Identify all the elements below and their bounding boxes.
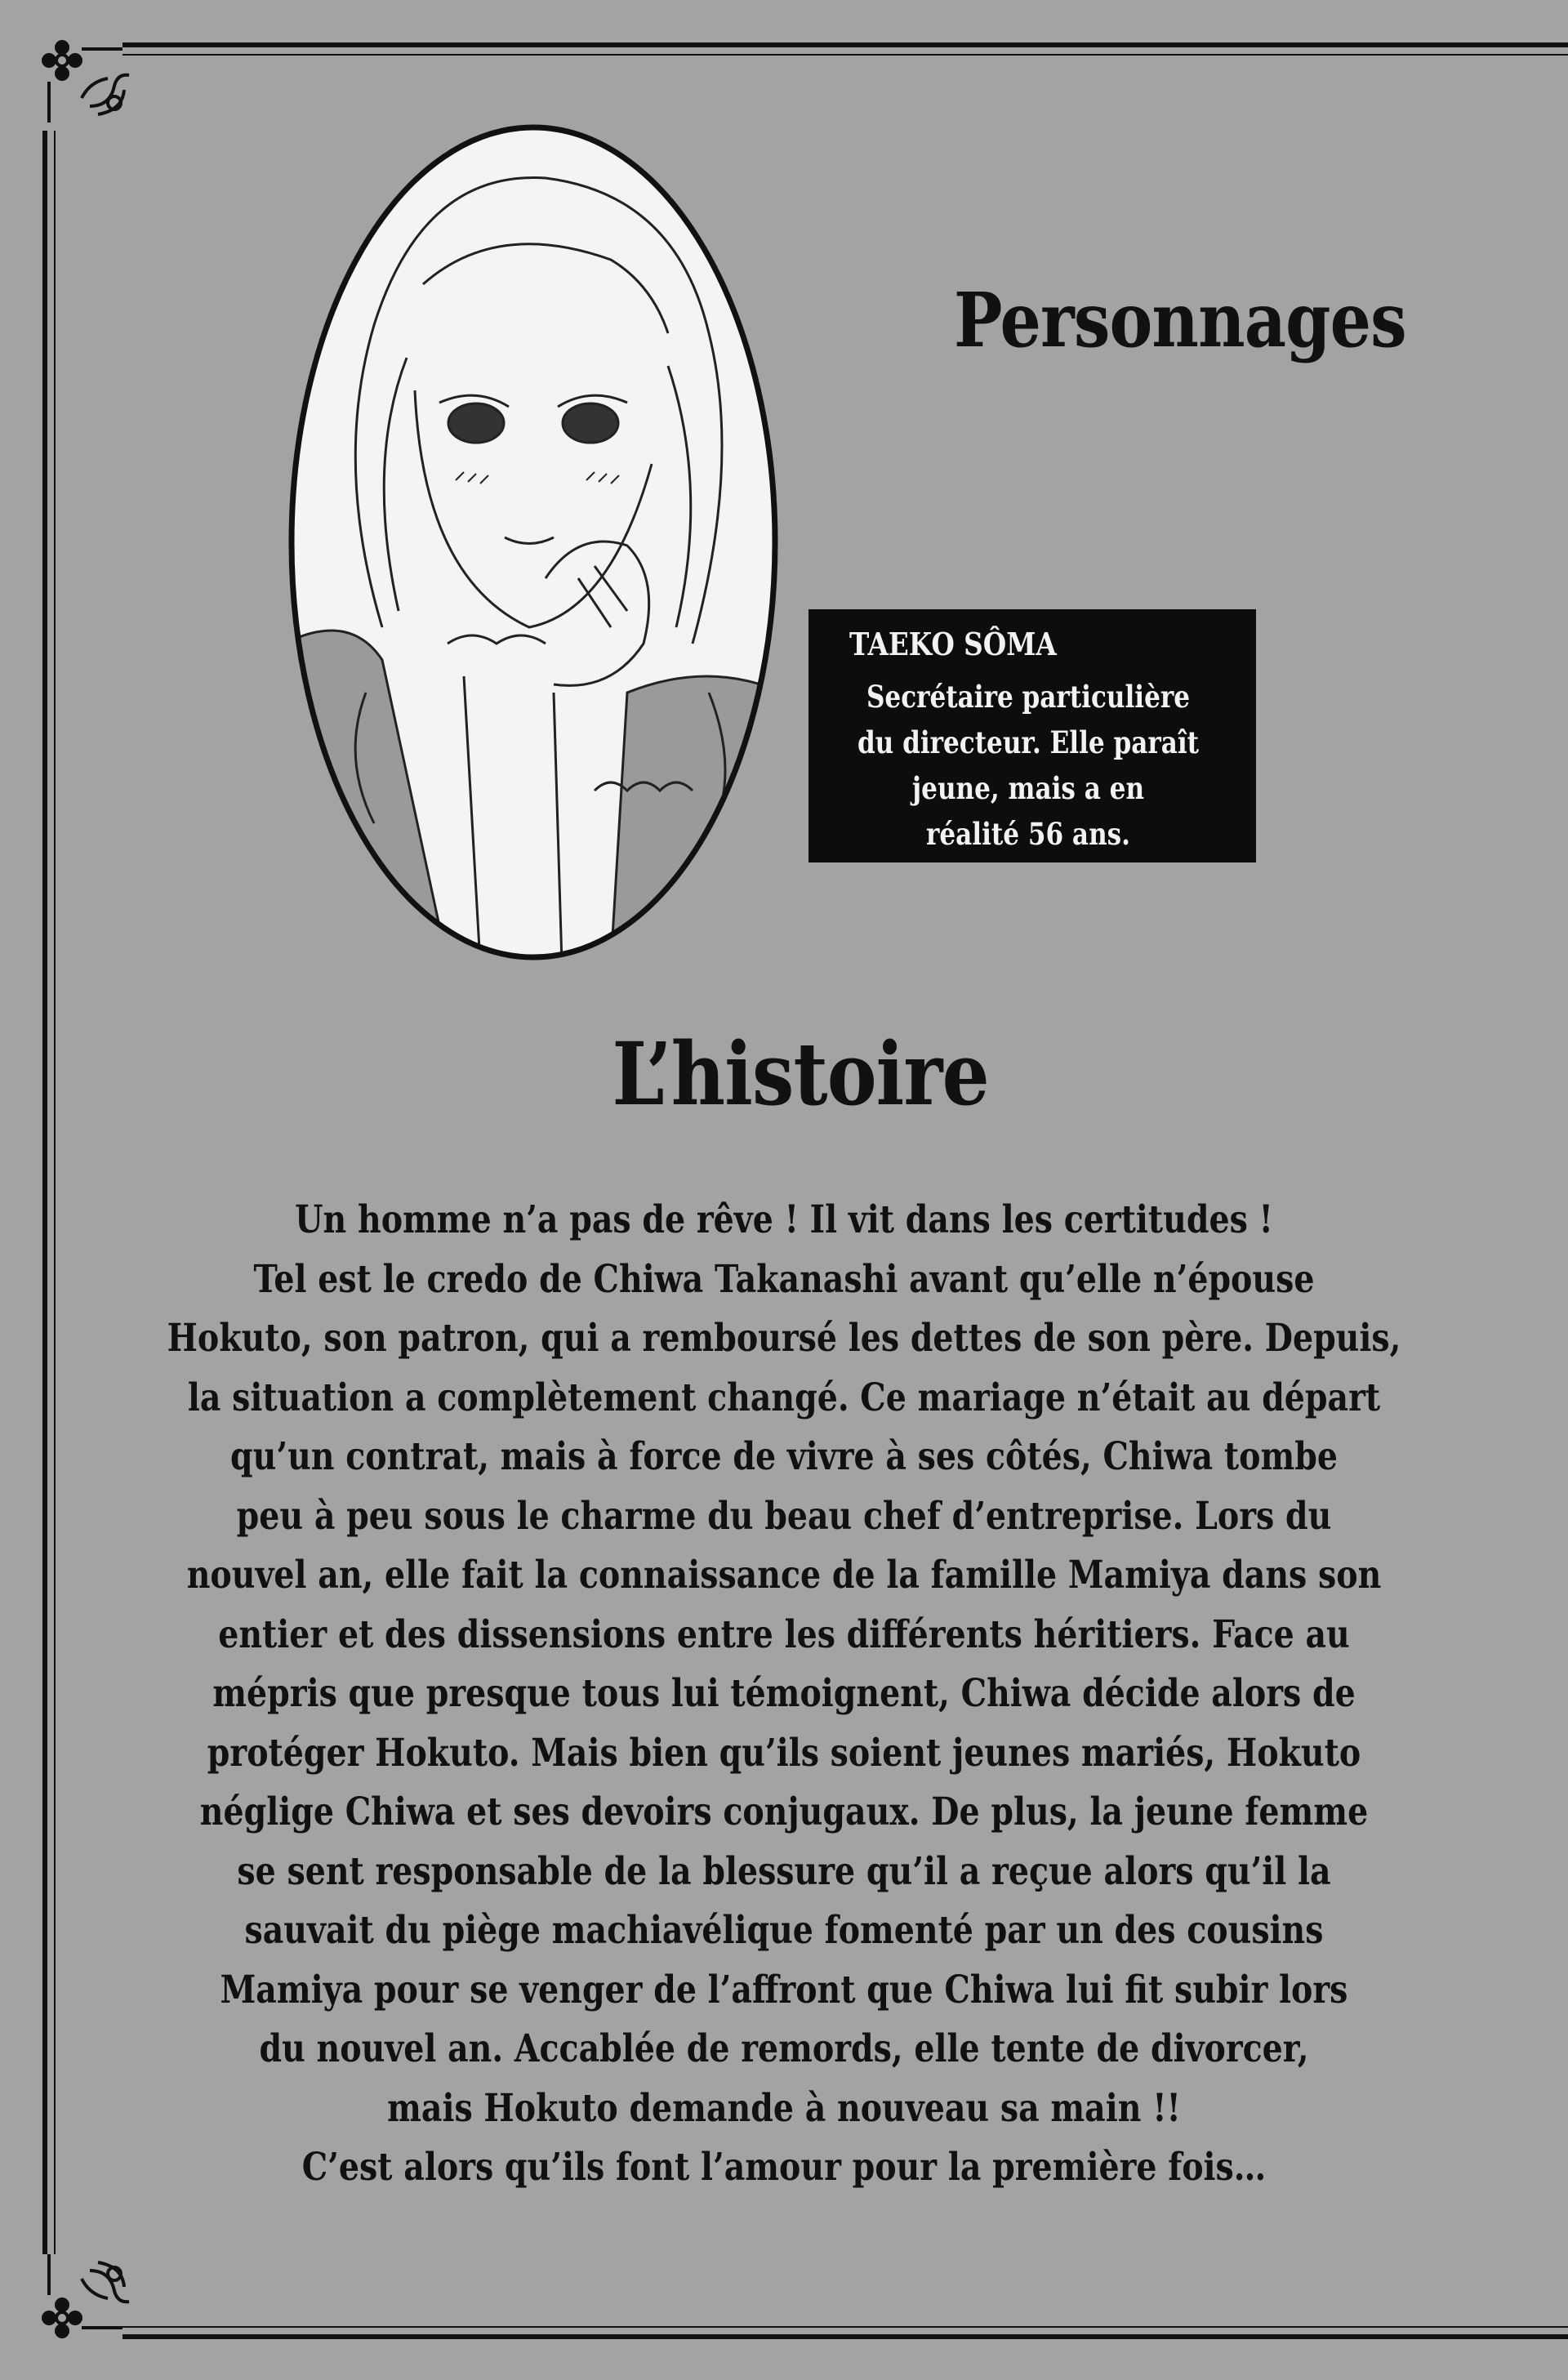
character-portrait [284, 121, 782, 964]
frame-bottom-outer [122, 2334, 1568, 2339]
story-line: mépris que presque tous lui témoignent, Chiwa décide alors de [212, 1671, 1356, 1716]
frame-top-outer [122, 42, 1568, 47]
frame-bottom-inner [122, 2326, 1568, 2328]
story-heading: L’histoire [612, 1023, 989, 1125]
story-line: nouvel an, elle fait la connaissance de la famille Mamiya dans son [186, 1553, 1382, 1598]
story-line: mais Hokuto demande à nouveau sa main !! [387, 2085, 1181, 2131]
story-line: Hokuto, son patron, qui a remboursé les dettes de son père. Depuis, [167, 1316, 1401, 1361]
characters-heading: Personnages [954, 276, 1406, 364]
story-line: néglige Chiwa et ses devoirs conjugaux. De plus, la jeune femme [199, 1789, 1369, 1834]
story-line: Un homme n’a pas de rêve ! Il vit dans les certitudes ! [295, 1197, 1273, 1242]
story-line: Tel est le credo de Chiwa Takanashi avant qu’elle n’épouse [253, 1256, 1315, 1302]
story-line: qu’un contrat, mais à force de vivre à ses côtés, Chiwa tombe [230, 1434, 1338, 1479]
character-description-line: réalité 56 ans. [926, 816, 1130, 852]
character-description [817, 674, 1240, 857]
story-line: la situation a complètement changé. Ce mariage n’était au départ [187, 1375, 1381, 1420]
flower-ornament-icon [42, 40, 82, 81]
story-line: peu à peu sous le charme du beau chef d’entreprise. Lors du [236, 1493, 1332, 1539]
story-heading-wrapper [0, 1023, 1568, 1125]
character-description-line: jeune, mais a en [911, 770, 1145, 806]
corner-ornament-top [33, 25, 139, 131]
story-line: du nouvel an. Accablée de remords, elle tente de divorcer, [259, 2026, 1309, 2071]
story-line: protéger Hokuto. Mais bien qu’ils soient jeunes mariés, Hokuto [207, 1730, 1361, 1776]
corner-ornament-bottom [33, 2246, 139, 2352]
character-name: TAEKO SÔMA [849, 626, 1057, 662]
story-line: C’est alors qu’ils font l’amour pour la première fois… [301, 2145, 1267, 2190]
story-line: sauvait du piège machiavélique fomenté par un des cousins [244, 1908, 1324, 1953]
character-description-line: Secrétaire particulière [866, 679, 1191, 715]
character-description-line: du directeur. Elle paraît [857, 724, 1200, 760]
flower-ornament-icon [42, 2298, 82, 2338]
frame-top-inner [122, 54, 1568, 56]
story-line: Mamiya pour se venger de l’affront que Chiwa lui fit subir lors [220, 1967, 1348, 2012]
story-line: entier et des dissensions entre les différents héritiers. Face au [218, 1611, 1350, 1657]
story-line: se sent responsable de la blessure qu’il a reçue alors qu’il la [237, 1848, 1331, 1894]
story-text [0, 1191, 1568, 2198]
character-info-box [808, 609, 1256, 862]
